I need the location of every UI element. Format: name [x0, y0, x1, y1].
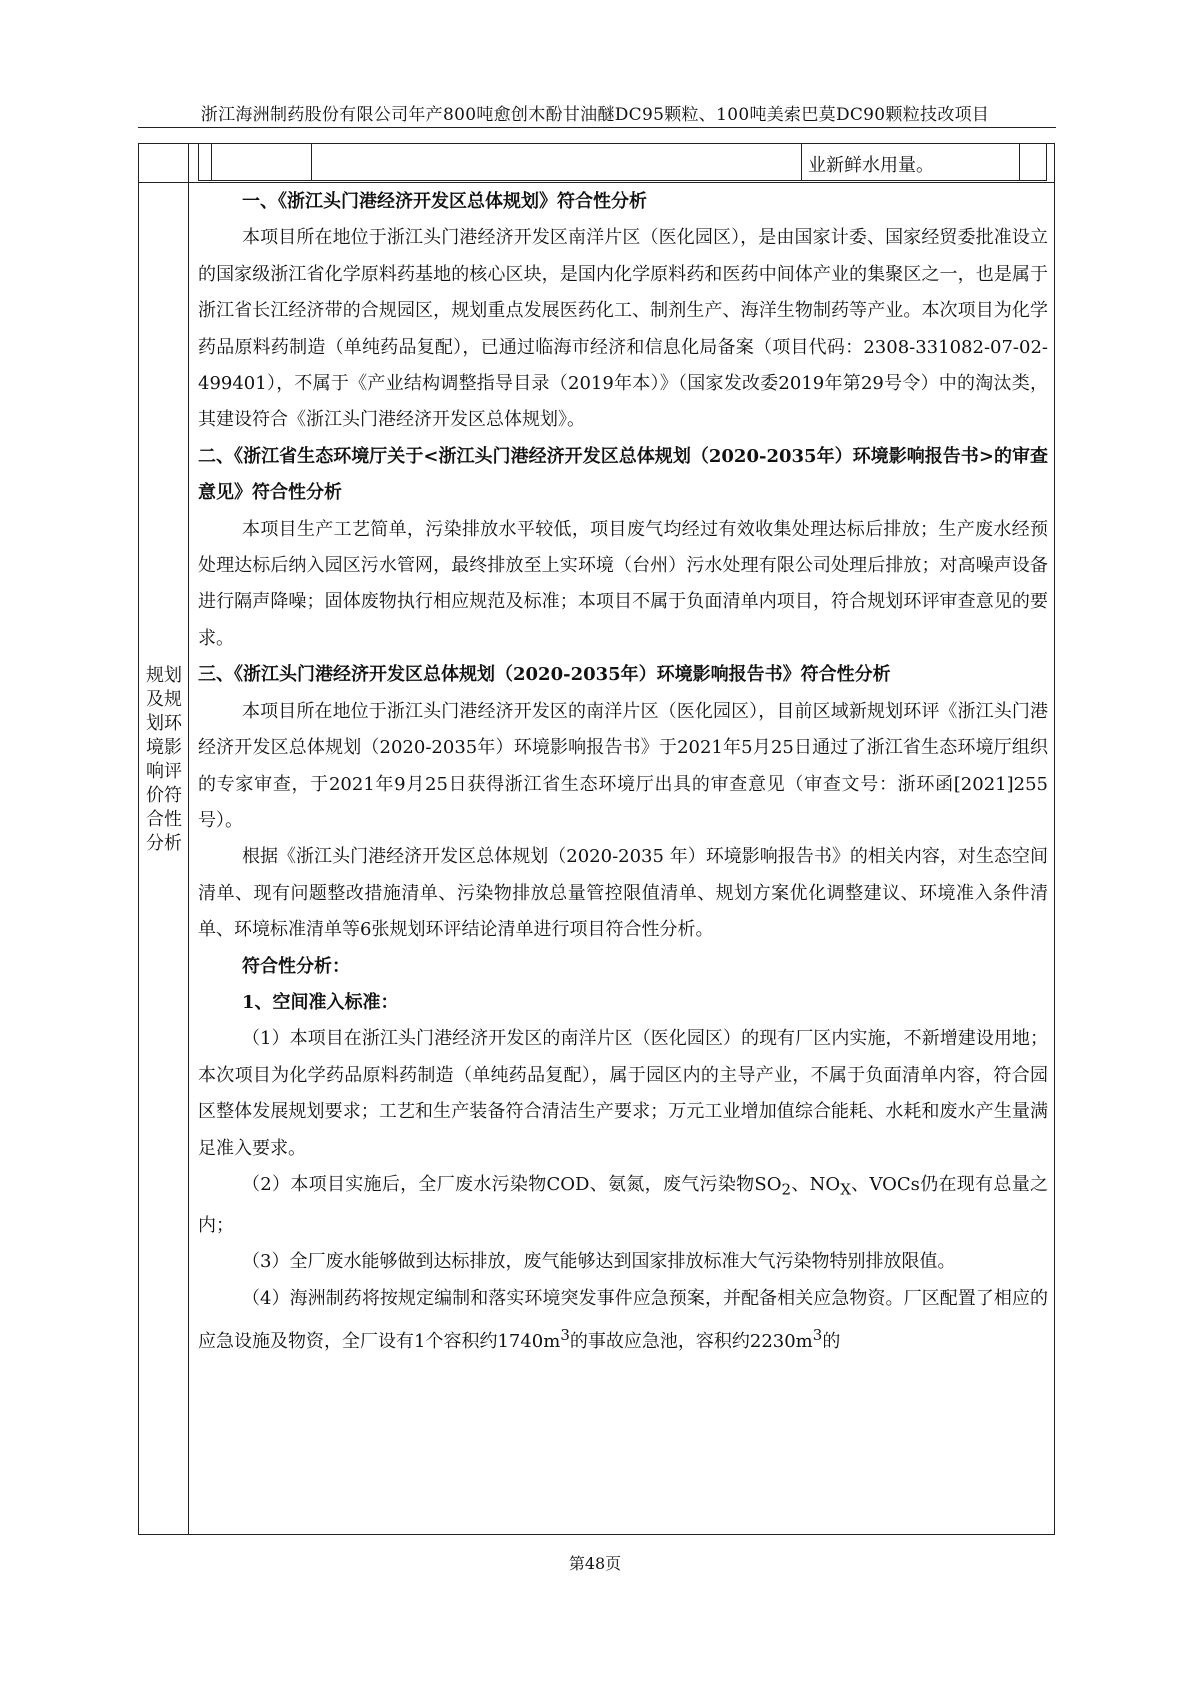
- list-item: （1）本项目在浙江头门港经济开发区的南洋片区（医化园区）的现有厂区内实施，不新增建设用地；本次项目为化学药品原料药制造（单纯药品复配），属于园区内的主导产业，不属于负面清单内容，符合园区整体发展规划要求；工艺和生产装备符合清洁生产要求；万元工业增加值综合能耗、水耗和废水产生量满足准入要求。: [198, 1028, 1048, 1159]
- section-heading: 一、《浙江头门港经济开发区总体规划》符合性分析: [242, 191, 647, 212]
- row-label-line: 分析: [146, 833, 182, 854]
- list-item: （3）全厂废水能够做到达标排放，废气能够达到国家排放标准大气污染物特别排放限值。: [242, 1251, 956, 1273]
- row-divider: [138, 182, 1055, 183]
- page-header: 浙江海洲制药股份有限公司年产800吨愈创木酚甘油醚DC95颗粒、100吨美索巴莫DC90颗粒技改项目: [200, 105, 990, 125]
- subscript: 2: [781, 1180, 792, 1199]
- text-run: 的事故应急池，容积约2230m: [569, 1331, 813, 1353]
- subheading: 符合性分析：: [242, 955, 350, 977]
- inner-table-divider: [1019, 144, 1020, 180]
- superscript: 3: [812, 1326, 823, 1345]
- paragraph: 本项目所在地位于浙江头门港经济开发区的南洋片区（医化园区），目前区域新规划环评《浙江头门港经济开发区总体规划（2020-2035年）环境影响报告书》于2021年5月25日通过了浙江省生态环境厅组织的专家审查，于2021年9月25日获得浙江省生态环境厅出具的审查意见（审查文号：浙环函[2021]255号）。: [198, 700, 1048, 831]
- text-run: 、NO: [791, 1173, 841, 1195]
- page-number: 第48页: [568, 1554, 622, 1573]
- row-label-line: 划环: [146, 713, 182, 734]
- row-label-line: 及规: [146, 689, 182, 710]
- row-label-line: 价符: [146, 785, 182, 806]
- inner-table-divider: [311, 144, 312, 180]
- inner-table-divider: [801, 144, 802, 180]
- paragraph: 本项目所在地位于浙江头门港经济开发区南洋片区（医化园区），是由国家计委、国家经贸委批准设立的国家级浙江省化学原料药基地的核心区块，是国内化学原料药和医药中间体产业的集聚区之一，也是属于浙江省长江经济带的合规园区，规划重点发展医药化工、制剂生产、海洋生物制药等产业。本次项目为化学药品原料药制造（单纯药品复配），已通过临海市经济和信息化局备案（项目代码：2308-331082-07-02-499401），不属于《产业结构调整指导目录（2019年本）》（国家发改委2019年第29号令）中的淘汰类，其建设符合《浙江头门港经济开发区总体规划》。: [198, 227, 1048, 431]
- text-run: 的: [822, 1331, 841, 1353]
- inner-table-cell-text: 业新鲜水用量。: [808, 155, 934, 176]
- list-item: [198, 1167, 1048, 1244]
- inner-table-divider: [211, 144, 212, 180]
- text-run: （2）本项目实施后，全厂废水污染物COD、氨氮，废气污染物SO: [242, 1173, 782, 1195]
- row-label: [140, 664, 188, 856]
- subheading: 1、空间准入标准：: [242, 991, 399, 1013]
- text-run: 、VOCs仍在现有总量之内；: [198, 1173, 1048, 1236]
- section-heading: 二、《浙江省生态环境厅关于<浙江头门港经济开发区总体规划（2020-2035年）环境影响报告书>的审查意见》符合性分析: [198, 445, 1048, 504]
- row-label-line: 规划: [146, 665, 182, 686]
- subscript: X: [840, 1180, 851, 1199]
- superscript: 3: [560, 1326, 570, 1345]
- paragraph: 本项目生产工艺简单，污染排放水平较低，项目废气均经过有效收集处理达标后排放；生产废水经预处理达标后纳入园区污水管网，最终排放至上实环境（台州）污水处理有限公司处理后排放；对高噪声设备进行隔声降噪；固体废物执行相应规范及标准；本项目不属于负面清单内项目，符合规划环评审查意见的要求。: [198, 518, 1048, 649]
- row-label-line: 响评: [146, 761, 182, 782]
- header-rule: [138, 127, 1056, 128]
- paragraph: 根据《浙江头门港经济开发区总体规划（2020-2035 年）环境影响报告书》的相关内容，对生态空间清单、现有问题整改措施清单、污染物排放总量管控限值清单、规划方案优化调整建议、环境准入条件清单、环境标准清单等6张规划环评结论清单进行项目符合性分析。: [198, 846, 1048, 941]
- analysis-content: [198, 184, 1048, 1361]
- row-label-line: 境影: [146, 737, 182, 758]
- section-heading: 三、《浙江头门港经济开发区总体规划（2020-2035年）环境影响报告书》符合性分析: [198, 664, 891, 686]
- column-divider: [188, 143, 189, 1535]
- text-run: （4）海洲制药将按规定编制和落实环境突发事件应急预案，并配备相关应急物资。厂区配置了相应的应急设施及物资，全厂设有1个容积约1740m: [198, 1287, 1048, 1353]
- list-item: [198, 1281, 1048, 1361]
- row-label-line: 合性: [146, 809, 182, 830]
